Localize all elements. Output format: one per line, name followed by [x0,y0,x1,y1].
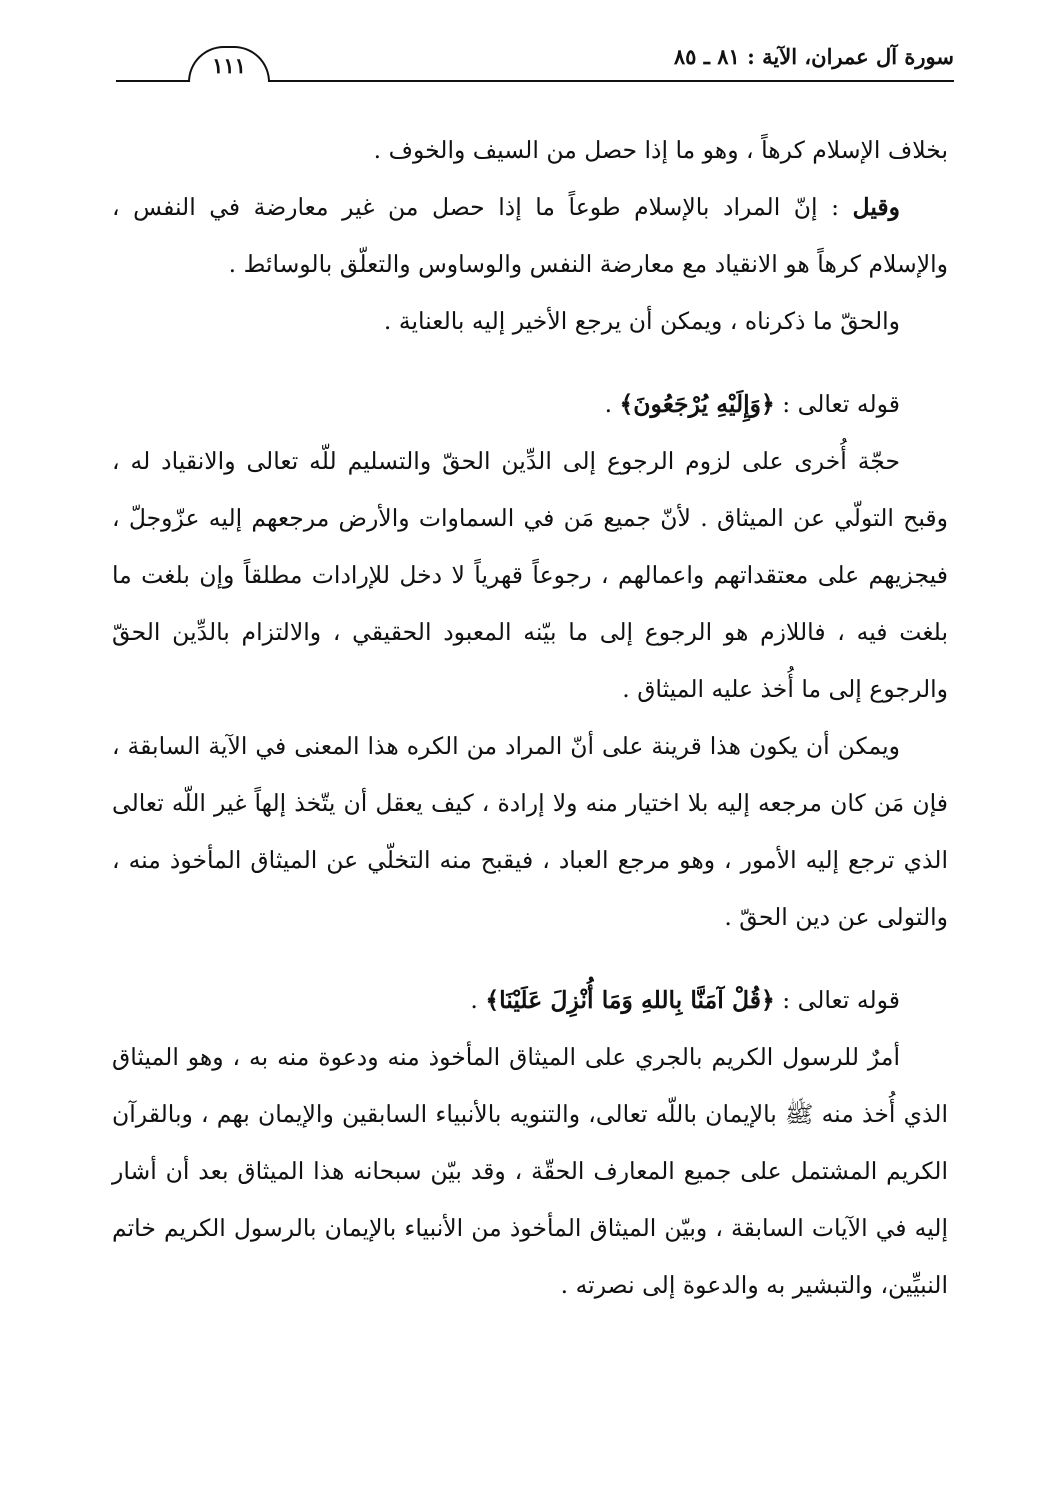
verse-heading-1-prefix: قوله تعالى : [774,390,900,418]
page-number: ١١١ [188,46,270,82]
paragraph-2-text: : إنّ المراد بالإسلام طوعاً ما إذا حصل من غير معارضة في النفس ، والإسلام كرهاً هو الانقياد مع معارضة النفس والوساوس والتعلّق بالوسائط . [112,193,948,278]
verse-heading-1-suffix: . [604,390,620,418]
paragraph-2 [112,179,948,293]
paragraph-6: أمرٌ للرسول الكريم بالجري على الميثاق المأخوذ منه ودعوة منه به ، وهو الميثاق الذي أُخذ منه ﷺ بالإيمان باللّه تعالى، والتنويه بالأنبياء السابقين والإيمان بهم ، وبالقرآن الكريم المشتمل على جميع المعارف الحقّة ، وقد بيّن سبحانه هذا الميثاق بعد أن أشار إليه في الآيات السابقة ، وبيّن الميثاق المأخوذ من الأنبياء بالإيمان بالرسول الكريم خاتم النبيِّين، والتبشير به والدعوة إلى نصرته . [112,1043,948,1299]
running-title: سورة آل عمران، الآية : ٨١ ـ ٨٥ [673,44,954,69]
paragraph-3: والحقّ ما ذكرناه ، ويمكن أن يرجع الأخير إليه بالعناية . [383,307,900,335]
page-body [112,122,948,1314]
verse-2: ﴿قُلْ آمَنَّا بِاللهِ وَمَا أُنْزِلَ عَلَيْنَا﴾ [485,986,775,1014]
verse-heading-2 [112,972,948,1029]
paragraph-1: بخلاف الإسلام كرهاً ، وهو ما إذا حصل من السيف والخوف . [373,136,948,164]
verse-heading-2-suffix: . [470,986,486,1014]
paragraph-4: حجّة أُخرى على لزوم الرجوع إلى الدِّين الحقّ والتسليم للّه تعالى والانقياد له ، وقبح التولّي عن الميثاق . لأنّ جميع مَن في السماوات والأرض مرجعهم إليه عزّوجلّ ، فيجزيهم على معتقداتهم واعمالهم ، رجوعاً قهرياً لا دخل للإرادات مطلقاً وإن بلغت ما بلغت فيه ، فاللازم هو الرجوع إلى ما بيّنه المعبود الحقيقي ، والالتزام بالدِّين الحقّ والرجوع إلى ما أُخذ عليه الميثاق . [112,447,948,703]
verse-heading-2-prefix: قوله تعالى : [774,986,900,1014]
paragraph-5: ويمكن أن يكون هذا قرينة على أنّ المراد من الكره هذا المعنى في الآية السابقة ، فإن مَن كان مرجعه إليه بلا اختيار منه ولا إرادة ، كيف يعقل أن يتّخذ إلهاً غير اللّه تعالى الذي ترجع إليه الأمور ، وهو مرجع العباد ، فيقبح منه التخلّي عن الميثاق المأخوذ منه ، والتولى عن دين الحقّ . [112,732,948,931]
page-header [116,34,954,84]
verse-heading-1 [112,376,948,433]
paragraph-2-lead: وقيل [852,193,900,221]
verse-1: ﴿وَإِلَيْهِ يُرْجَعُونَ﴾ [619,390,775,418]
